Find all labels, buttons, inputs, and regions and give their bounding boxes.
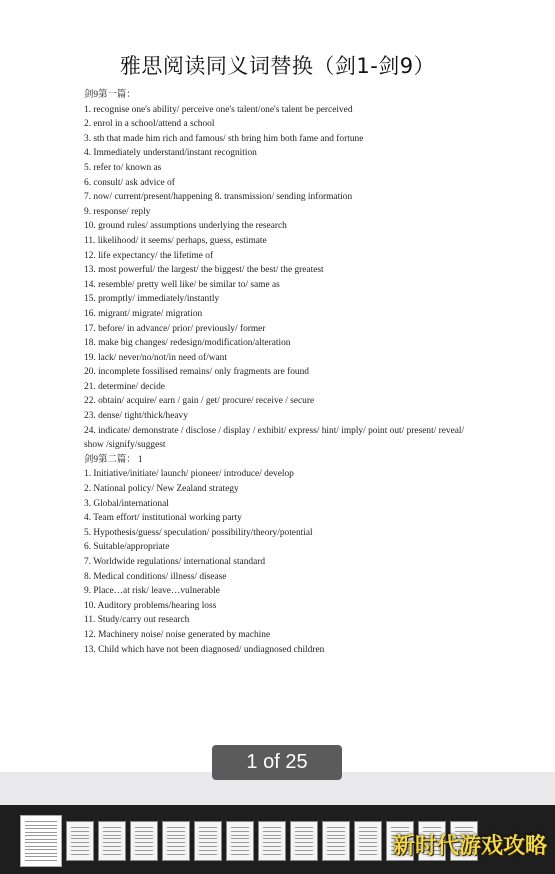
document-line: 8. Medical conditions/ illness/ disease [84, 571, 227, 582]
document-line: 10. Auditory problems/hearing loss [84, 600, 217, 611]
document-title: 雅思阅读同义词替换（剑1-剑9） [119, 54, 436, 78]
document-line: 13. Child which have not been diagnosed/ undiagnosed children [84, 644, 325, 655]
document-line: 7. now/ current/present/happening 8. transmission/ sending information [84, 192, 353, 203]
document-line: 1. Initiative/initiate/ launch/ pioneer/ introduce/ develop [84, 469, 294, 480]
page-thumbnail[interactable] [290, 821, 318, 861]
document-line: 23. dense/ tight/thick/heavy [84, 411, 188, 422]
document-line: 2. enrol in a school/attend a school [84, 119, 215, 130]
watermark-logo: 新时代游戏攻略 [392, 834, 547, 859]
document-line: 剑9第一篇： [84, 90, 136, 100]
document-line: 4. Immediately understand/instant recognition [84, 148, 257, 159]
document-line: 13. most powerful/ the largest/ the biggest/ the best/ the greatest [84, 265, 324, 276]
page-thumbnail-current[interactable] [20, 815, 62, 867]
document-line: 1. recognise one's ability/ perceive one's talent/one's talent be perceived [84, 104, 353, 115]
document-line: 9. response/ reply [84, 206, 151, 217]
document-line: 9. Place…at risk/ leave…vulnerable [84, 586, 220, 597]
document-line: 14. resemble/ pretty well like/ be similar to/ same as [84, 279, 280, 290]
document-line: 19. lack/ never/no/not/in need of/want [84, 352, 227, 363]
document-line: 22. obtain/ acquire/ earn / gain / get/ procure/ receive / secure [84, 396, 315, 407]
document-line: 18. make big changes/ redesign/modification/alteration [84, 338, 291, 349]
page-indicator: 1 of 25 [212, 745, 342, 780]
page-thumbnail[interactable] [258, 821, 286, 861]
document-line: 6. Suitable/appropriate [84, 542, 170, 553]
page-thumbnail[interactable] [354, 821, 382, 861]
document-line: 3. Global/international [84, 498, 169, 509]
document-line: 21. determine/ decide [84, 381, 165, 392]
document-line: 17. before/ in advance/ prior/ previously/ former [84, 323, 266, 334]
document-line: 16. migrant/ migrate/ migration [84, 308, 203, 319]
document-line: 11. likelihood/ it seems/ perhaps, guess, estimate [84, 235, 267, 246]
document-line: 24. indicate/ demonstrate / disclose / display / exhibit/ express/ hint/ imply/ point out/ present/ reveal/ show /signify/suggest [84, 425, 465, 451]
page-thumbnail[interactable] [130, 821, 158, 861]
document-line: 12. life expectancy/ the lifetime of [84, 250, 214, 261]
page-thumbnail[interactable] [66, 821, 94, 861]
document-line: 11. Study/carry out research [84, 615, 190, 626]
document-line: 5. refer to/ known as [84, 162, 162, 173]
document-line: 5. Hypothesis/guess/ speculation/ possibility/theory/potential [84, 527, 313, 538]
document-line: 20. incomplete fossilised remains/ only fragments are found [84, 367, 309, 378]
document-line: 10. ground rules/ assumptions underlying the research [84, 221, 287, 232]
document-line: 7. Worldwide regulations/ international standard [84, 557, 266, 567]
page-thumbnail[interactable] [98, 821, 126, 861]
document-line: 12. Machinery noise/ noise generated by machine [84, 629, 271, 640]
document-line: 剑9第二篇： 1 [84, 454, 143, 465]
document-line: 3. sth that made him rich and famous/ sth bring him both fame and fortune [84, 133, 364, 144]
page-thumbnail[interactable] [194, 821, 222, 861]
document-line: 6. consult/ ask advice of [84, 177, 175, 188]
document-line: 4. Team effort/ institutional working party [84, 513, 242, 524]
page-thumbnail[interactable] [322, 821, 350, 861]
page-thumbnail[interactable] [226, 821, 254, 861]
page-thumbnail[interactable] [162, 821, 190, 861]
document-line: 15. promptly/ immediately/instantly [84, 294, 220, 305]
document-line: 2. National policy/ New Zealand strategy [84, 484, 239, 495]
document-body [84, 88, 484, 657]
